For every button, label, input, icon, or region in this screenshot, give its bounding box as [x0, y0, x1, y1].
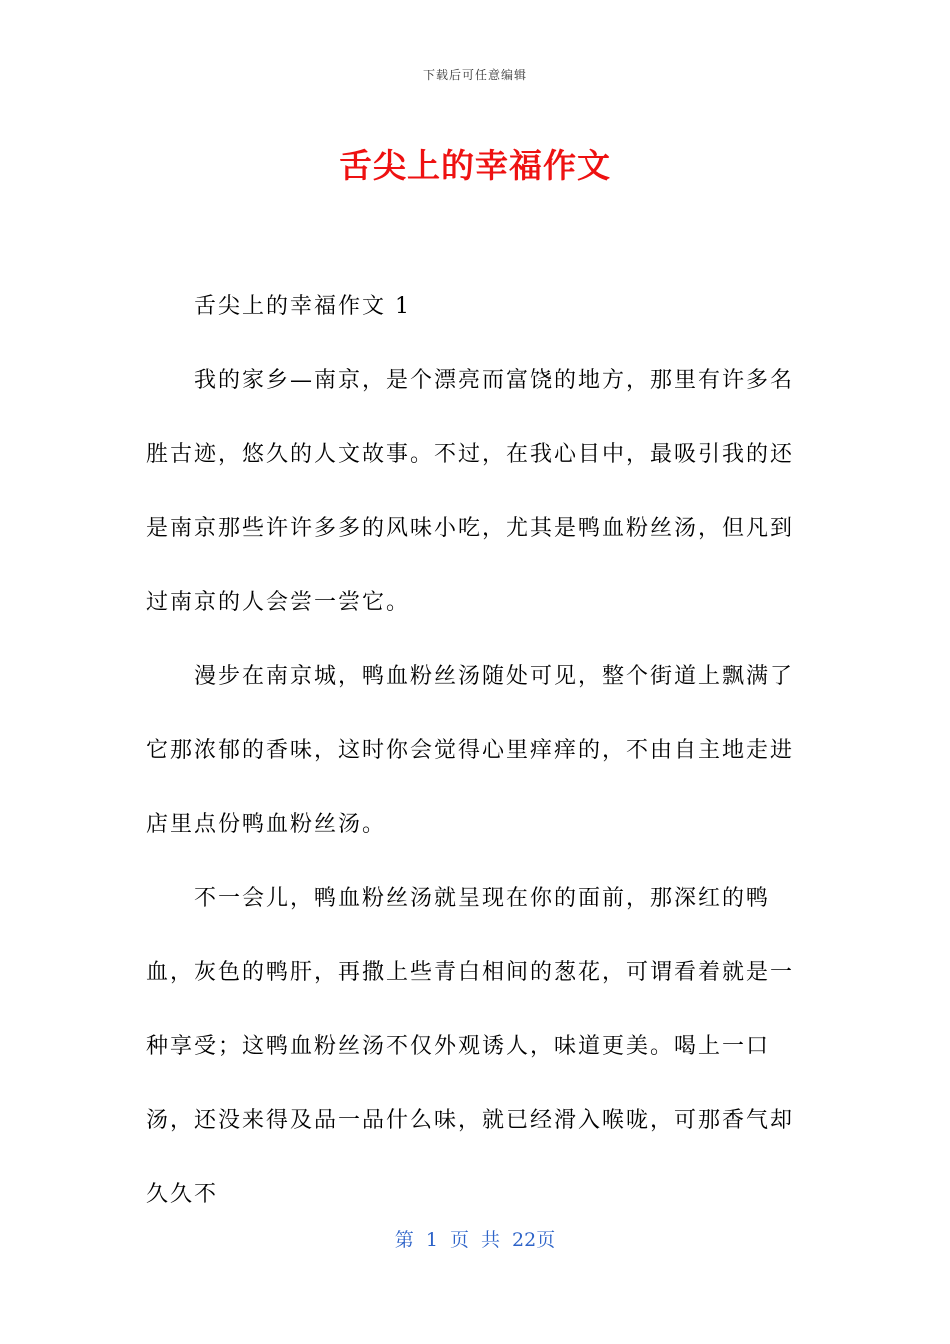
section-heading: 舌尖上的幸福作文 1 [194, 294, 411, 319]
paragraph-2: 漫步在南京城，鸭血粉丝汤随处可见，整个街道上飘满了它那浓郁的香味，这时你会觉得心里痒痒的，不由自主地走进店里点份鸭血粉丝汤。 [146, 664, 795, 837]
paragraph-1: 我的家乡—南京，是个漂亮而富饶的地方，那里有许多名胜古迹，悠久的人文故事。不过，在我心目中，最吸引我的还是南京那些许许多多的风味小吃，尤其是鸭血粉丝汤，但凡到过南京的人会尝一尝它。 [146, 368, 795, 615]
header-note: 下载后可任意编辑 [422, 68, 527, 82]
document-body [146, 270, 806, 1232]
document-title: 舌尖上的幸福作文 [339, 146, 611, 185]
page-number: 第 1 页 共 22页 [394, 1229, 556, 1251]
paragraph-3: 不一会儿，鸭血粉丝汤就呈现在你的面前，那深红的鸭血，灰色的鸭肝，再撒上些青白相间的葱花，可谓看着就是一种享受；这鸭血粉丝汤不仅外观诱人，味道更美。喝上一口汤，还没来得及品一品什么味，就已经滑入喉咙，可那香气却久久不 [146, 886, 795, 1207]
